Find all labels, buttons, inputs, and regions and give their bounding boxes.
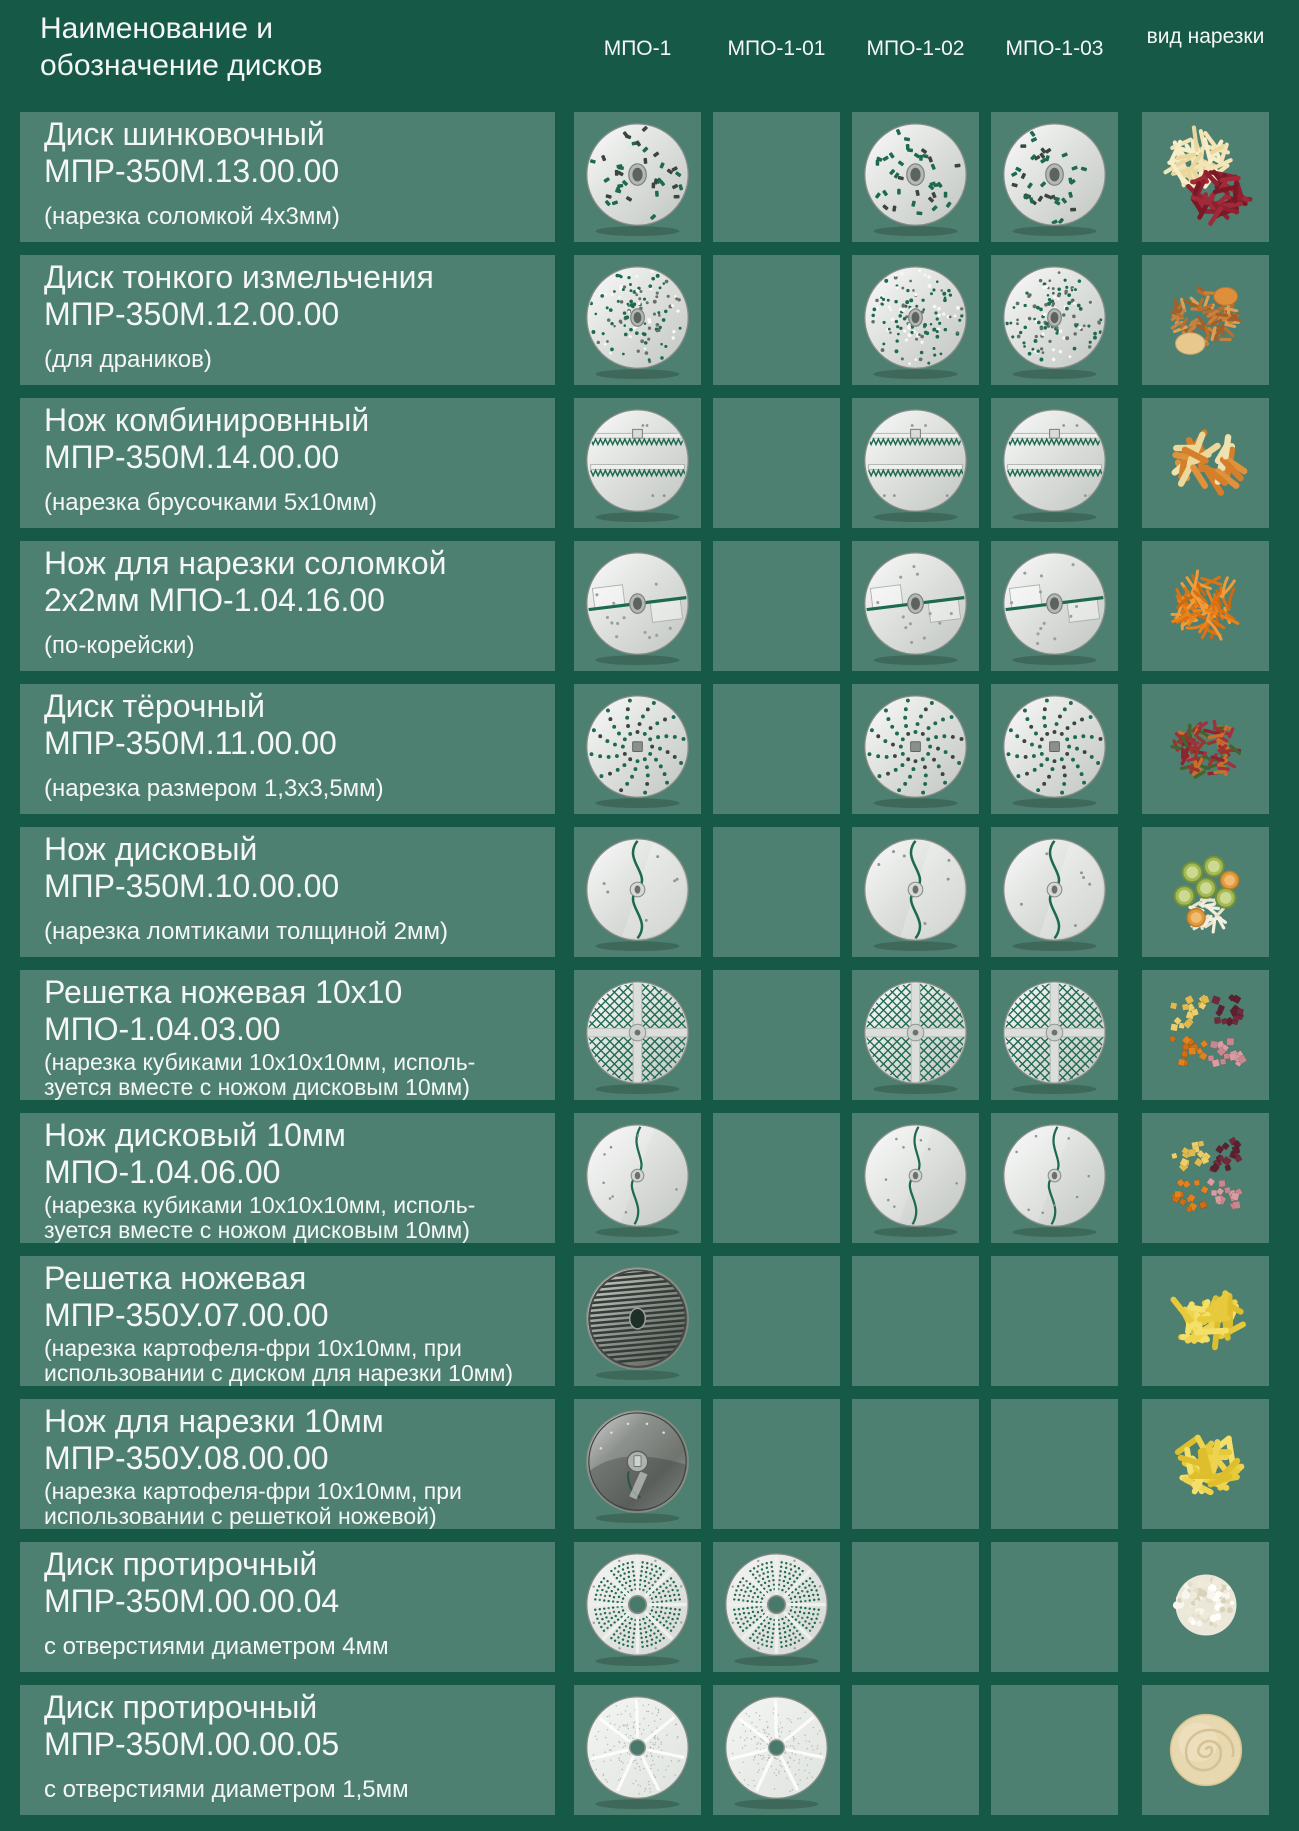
disc-name: Диск тонкого измельчения — [44, 259, 434, 295]
disc-model: МПР-350М.14.00.00 — [44, 439, 340, 475]
compat-cell-mpo-1-03 — [991, 541, 1118, 671]
white-puree-icon — [1147, 1548, 1265, 1666]
disc-description-cell — [20, 827, 555, 957]
disc-model: МПО-1.04.06.00 — [44, 1154, 281, 1190]
disc-name: Диск протирочный — [44, 1546, 318, 1582]
column-header-mpo-1: МПО-1 — [603, 37, 672, 60]
compat-cell-mpo-1-01 — [713, 398, 840, 528]
compat-cell-mpo-1-03 — [991, 684, 1118, 814]
compat-cell-mpo-1-01 — [713, 1542, 840, 1672]
table-row — [20, 112, 1269, 242]
disc-description-cell — [20, 1256, 555, 1386]
compat-cell-mpo-1-03 — [991, 398, 1118, 528]
disc-note: (нарезка соломкой 4х3мм) — [44, 203, 340, 230]
disc-model: 2х2мм МПО-1.04.16.00 — [44, 582, 385, 618]
disc-name: Диск тёрочный — [44, 688, 265, 724]
compat-cell-mpo-1-03 — [991, 255, 1118, 385]
disc-model: МПР-350М.10.00.00 — [44, 868, 340, 904]
disc-name: Нож дисковый — [44, 831, 258, 867]
korean-carrot-icon — [1147, 547, 1265, 665]
slicing-knife-disc-icon — [996, 831, 1113, 954]
compat-cell-mpo-1-02 — [852, 1256, 979, 1386]
compat-cell-mpo-1-01 — [713, 827, 840, 957]
compat-cell-mpo-1-03 — [991, 1113, 1118, 1243]
disc-note: с отверстиями диаметром 1,5мм — [44, 1776, 409, 1803]
table-row — [20, 1113, 1269, 1243]
disc-name: Диск шинковочный — [44, 116, 325, 152]
disc-name: Диск протирочный — [44, 1689, 318, 1725]
table-row — [20, 970, 1269, 1100]
slicing-knife-disc-icon — [857, 831, 974, 954]
disc-description-cell — [20, 541, 555, 671]
pureeing-disc-1.5mm-icon — [579, 1689, 696, 1812]
compat-cell-mpo-1-02 — [852, 398, 979, 528]
disc-model: МПР-350У.08.00.00 — [44, 1440, 329, 1476]
disc-name: Нож для нарезки соломкой — [44, 545, 447, 581]
compat-cell-mpo-1-01 — [713, 684, 840, 814]
cheese-beet-straws-icon — [1147, 118, 1265, 236]
column-header-mpo-1-02: МПО-1-02 — [866, 37, 965, 60]
disc-table — [20, 112, 1269, 1815]
compat-cell-mpo-1-02 — [852, 255, 979, 385]
vegetable-bars-icon — [1147, 404, 1265, 522]
disc-name: Нож для нарезки 10мм — [44, 1403, 384, 1439]
dicing-grid-disc-icon — [996, 974, 1113, 1097]
disc-description-cell — [20, 1685, 555, 1815]
grating-disc-icon — [579, 688, 696, 811]
table-row — [20, 1256, 1269, 1386]
combo-knife-disc-icon — [996, 402, 1113, 525]
compat-cell-mpo-1 — [574, 1685, 701, 1815]
compat-cell-mpo-1 — [574, 1256, 701, 1386]
cut-view-cell — [1142, 398, 1269, 528]
disc-model: МПО-1.04.03.00 — [44, 1011, 281, 1047]
column-header-mpo-1-03: МПО-1-03 — [1005, 37, 1104, 60]
compat-cell-mpo-1 — [574, 1113, 701, 1243]
slicing-knife-10mm-disc-icon — [579, 1117, 696, 1240]
slicing-knife-disc-icon — [579, 831, 696, 954]
table-row — [20, 398, 1269, 528]
french-fries-icon — [1147, 1262, 1265, 1380]
disc-note: (нарезка размером 1,3х3,5мм) — [44, 775, 384, 802]
compat-cell-mpo-1-01 — [713, 112, 840, 242]
table-row — [20, 684, 1269, 814]
compat-cell-mpo-1-03 — [991, 827, 1118, 957]
smooth-puree-icon — [1147, 1691, 1265, 1809]
compat-cell-mpo-1-01 — [713, 970, 840, 1100]
column-header-mpo-1-01: МПО-1-01 — [727, 37, 826, 60]
grating-disc-icon — [857, 688, 974, 811]
compat-cell-mpo-1-01 — [713, 541, 840, 671]
cut-view-cell — [1142, 1542, 1269, 1672]
pureeing-disc-4mm-icon — [579, 1546, 696, 1669]
julienne-knife-disc-icon — [579, 545, 696, 668]
disc-model: МПР-350М.12.00.00 — [44, 296, 340, 332]
table-row — [20, 1685, 1269, 1815]
disc-note: (нарезка брусочками 5х10мм) — [44, 489, 377, 516]
disc-name: Решетка ножевая 10х10 — [44, 974, 403, 1010]
disc-description-cell — [20, 684, 555, 814]
cut-view-cell — [1142, 112, 1269, 242]
compat-cell-mpo-1-01 — [713, 1113, 840, 1243]
grating-disc-icon — [996, 688, 1113, 811]
cut-view-cell — [1142, 970, 1269, 1100]
compat-cell-mpo-1-02 — [852, 1399, 979, 1529]
compat-cell-mpo-1 — [574, 684, 701, 814]
compat-cell-mpo-1-02 — [852, 827, 979, 957]
fine-grating-disc-icon — [857, 259, 974, 382]
disc-note: (нарезка ломтиками толщиной 2мм) — [44, 918, 448, 945]
compat-cell-mpo-1-01 — [713, 255, 840, 385]
disc-note: (нарезка картофеля-фри 10х10мм, при использовании с диском для нарезки 10мм) — [44, 1335, 514, 1386]
diced-vegetables-icon — [1147, 1119, 1265, 1237]
compat-cell-mpo-1-01 — [713, 1685, 840, 1815]
disc-description-cell — [20, 255, 555, 385]
disc-model: МПР-350М.13.00.00 — [44, 153, 340, 189]
hash-browns-mix-icon — [1147, 261, 1265, 379]
cut-view-header: вид нарезки — [1146, 25, 1265, 48]
cut-view-cell — [1142, 1685, 1269, 1815]
compat-cell-mpo-1 — [574, 1399, 701, 1529]
combo-knife-disc-icon — [579, 402, 696, 525]
disc-description-cell — [20, 970, 555, 1100]
pureeing-disc-1.5mm-icon — [718, 1689, 835, 1812]
vegetable-slices-icon — [1147, 833, 1265, 951]
table-row — [20, 1542, 1269, 1672]
combo-knife-disc-icon — [857, 402, 974, 525]
compat-cell-mpo-1 — [574, 827, 701, 957]
disc-note: с отверстиями диаметром 4мм — [44, 1633, 389, 1660]
compat-cell-mpo-1 — [574, 255, 701, 385]
shredding-disc-icon — [996, 116, 1113, 239]
fry-knife-disc-icon — [579, 1403, 696, 1526]
cut-view-cell — [1142, 1256, 1269, 1386]
cut-view-cell — [1142, 1399, 1269, 1529]
disc-note: (нарезка кубиками 10х10х10мм, исполь-зуется вместе с ножом дисковым 10мм) — [44, 1192, 476, 1243]
disc-model: МПР-350М.11.00.00 — [44, 725, 337, 761]
cut-view-cell — [1142, 827, 1269, 957]
disc-description-cell — [20, 1542, 555, 1672]
compat-cell-mpo-1-02 — [852, 1113, 979, 1243]
disc-note: (нарезка кубиками 10х10х10мм, исполь-зуется вместе с ножом дисковым 10мм) — [44, 1049, 476, 1100]
page-title: Наименование и обозначение дисков — [40, 12, 323, 82]
compat-cell-mpo-1 — [574, 112, 701, 242]
compat-cell-mpo-1-03 — [991, 1256, 1118, 1386]
compat-cell-mpo-1-03 — [991, 1399, 1118, 1529]
disc-name: Нож дисковый 10мм — [44, 1117, 346, 1153]
compat-cell-mpo-1-03 — [991, 970, 1118, 1100]
disc-description-cell — [20, 112, 555, 242]
table-row — [20, 1399, 1269, 1529]
cut-view-cell — [1142, 1113, 1269, 1243]
compat-cell-mpo-1-03 — [991, 1685, 1118, 1815]
disc-model: МПР-350У.07.00.00 — [44, 1297, 329, 1333]
pureeing-disc-4mm-icon — [718, 1546, 835, 1669]
disc-description-cell — [20, 398, 555, 528]
grated-beet-mix-icon — [1147, 690, 1265, 808]
disc-name: Нож комбинировнный — [44, 402, 370, 438]
compat-cell-mpo-1-01 — [713, 1399, 840, 1529]
julienne-knife-disc-icon — [857, 545, 974, 668]
disc-note: (по-корейски) — [44, 632, 195, 659]
compat-cell-mpo-1-02 — [852, 1542, 979, 1672]
cut-view-cell — [1142, 541, 1269, 671]
disc-description-cell — [20, 1113, 555, 1243]
compat-cell-mpo-1 — [574, 970, 701, 1100]
compat-cell-mpo-1-02 — [852, 112, 979, 242]
compat-cell-mpo-1-02 — [852, 970, 979, 1100]
compat-cell-mpo-1-02 — [852, 684, 979, 814]
cut-view-cell — [1142, 684, 1269, 814]
slicing-knife-10mm-disc-icon — [996, 1117, 1113, 1240]
disc-name: Решетка ножевая — [44, 1260, 307, 1296]
compat-cell-mpo-1-02 — [852, 1685, 979, 1815]
compat-cell-mpo-1 — [574, 398, 701, 528]
shredding-disc-icon — [857, 116, 974, 239]
fine-grating-disc-icon — [579, 259, 696, 382]
diced-vegetables-icon — [1147, 976, 1265, 1094]
shredding-disc-icon — [579, 116, 696, 239]
table-row — [20, 541, 1269, 671]
compat-cell-mpo-1 — [574, 541, 701, 671]
fry-grid-disc-icon — [579, 1260, 696, 1383]
disc-note: (для драников) — [44, 346, 212, 373]
dicing-grid-disc-icon — [857, 974, 974, 1097]
compat-cell-mpo-1-01 — [713, 1256, 840, 1386]
compat-cell-mpo-1-02 — [852, 541, 979, 671]
compat-cell-mpo-1-03 — [991, 112, 1118, 242]
table-row — [20, 827, 1269, 957]
compat-cell-mpo-1-03 — [991, 1542, 1118, 1672]
french-fries-icon — [1147, 1405, 1265, 1523]
fine-grating-disc-icon — [996, 259, 1113, 382]
compat-cell-mpo-1 — [574, 1542, 701, 1672]
disc-model: МПР-350М.00.00.04 — [44, 1583, 340, 1619]
cut-view-cell — [1142, 255, 1269, 385]
disc-note: (нарезка картофеля-фри 10х10мм, при использовании с решеткой ножевой) — [44, 1478, 462, 1529]
julienne-knife-disc-icon — [996, 545, 1113, 668]
disc-description-cell — [20, 1399, 555, 1529]
dicing-grid-disc-icon — [579, 974, 696, 1097]
disc-model: МПР-350М.00.00.05 — [44, 1726, 340, 1762]
table-row — [20, 255, 1269, 385]
slicing-knife-10mm-disc-icon — [857, 1117, 974, 1240]
